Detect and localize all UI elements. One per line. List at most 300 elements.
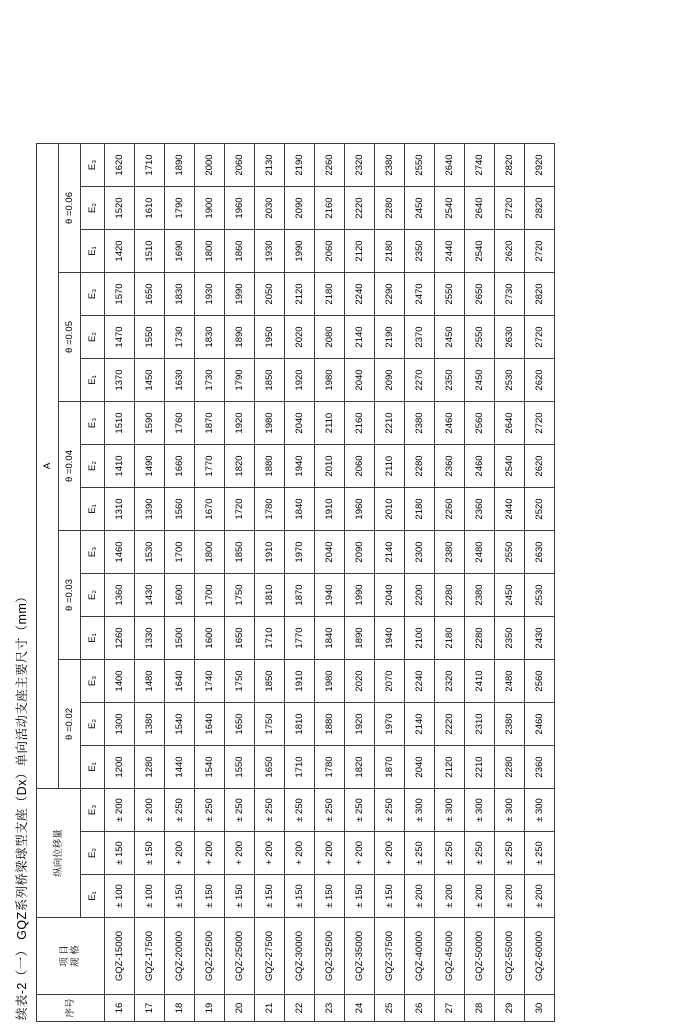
cell-t006-E2: 2220: [345, 187, 375, 230]
cell-t004-E3: 2210: [375, 402, 405, 445]
cell-t004-E2: 1410: [105, 445, 135, 488]
cell-t002-E3: 2480: [495, 660, 525, 703]
header-theta-0.02: θ =0.02: [59, 660, 81, 789]
cell-t005-E1: 1370: [105, 359, 135, 402]
cell-t002-E2: 1540: [165, 703, 195, 746]
cell-t006-E1: 2540: [465, 230, 495, 273]
cell-t006-E2: 2160: [315, 187, 345, 230]
cell-t006-E3: 2640: [435, 144, 465, 187]
cell-t005-E1: 1850: [255, 359, 285, 402]
cell-t003-E3: 1530: [135, 531, 165, 574]
row-spec: GQZ-50000: [465, 918, 495, 995]
row-index: 26: [405, 995, 435, 1022]
cell-disp-E3: ± 250: [225, 789, 255, 832]
cell-t003-E2: 1870: [285, 574, 315, 617]
cell-t006-E1: 2720: [525, 230, 555, 273]
cell-t005-E2: 2720: [525, 316, 555, 359]
cell-t002-E3: 1750: [225, 660, 255, 703]
cell-t002-E1: 2280: [495, 746, 525, 789]
cell-t002-E1: 1540: [195, 746, 225, 789]
row-spec: GQZ-22500: [195, 918, 225, 995]
cell-disp-E3: ± 200: [135, 789, 165, 832]
cell-t002-E2: 2220: [435, 703, 465, 746]
header-t006-E1: E₁: [81, 230, 105, 273]
cell-t006-E3: 2550: [405, 144, 435, 187]
cell-t005-E3: 1830: [165, 273, 195, 316]
cell-t006-E1: 1420: [105, 230, 135, 273]
cell-t005-E3: 1990: [225, 273, 255, 316]
table-row: [525, 144, 555, 1022]
cell-t006-E3: 1710: [135, 144, 165, 187]
header-index: 序号: [37, 995, 105, 1022]
cell-t005-E1: 2270: [405, 359, 435, 402]
cell-disp-E3: ± 300: [465, 789, 495, 832]
cell-t006-E3: 1890: [165, 144, 195, 187]
header-t005-E2: E₂: [81, 316, 105, 359]
cell-t003-E1: 1330: [135, 617, 165, 660]
cell-t006-E1: 2060: [315, 230, 345, 273]
cell-t004-E3: 2160: [345, 402, 375, 445]
cell-t005-E2: 1830: [195, 316, 225, 359]
cell-t006-E1: 1990: [285, 230, 315, 273]
cell-t003-E2: 2280: [435, 574, 465, 617]
cell-t005-E2: 1890: [225, 316, 255, 359]
cell-t005-E3: 2180: [315, 273, 345, 316]
cell-disp-E2: ± 250: [435, 832, 465, 875]
cell-t003-E3: 2550: [495, 531, 525, 574]
cell-t006-E2: 1790: [165, 187, 195, 230]
header-spec: [37, 918, 105, 995]
cell-t002-E1: 1200: [105, 746, 135, 789]
header-t002-E1: E₁: [81, 746, 105, 789]
cell-disp-E3: ± 300: [435, 789, 465, 832]
cell-t002-E2: 1640: [195, 703, 225, 746]
cell-t002-E2: 1880: [315, 703, 345, 746]
cell-t003-E3: 2040: [315, 531, 345, 574]
cell-t004-E3: 2720: [525, 402, 555, 445]
cell-disp-E1: ± 200: [495, 875, 525, 918]
cell-t004-E1: 2260: [435, 488, 465, 531]
cell-disp-E2: ± 150: [135, 832, 165, 875]
row-index: 20: [225, 995, 255, 1022]
row-index: 16: [105, 995, 135, 1022]
cell-t004-E2: 2460: [465, 445, 495, 488]
cell-t004-E2: 1490: [135, 445, 165, 488]
cell-t004-E3: 2380: [405, 402, 435, 445]
cell-t002-E3: 1400: [105, 660, 135, 703]
cell-t005-E1: 2450: [465, 359, 495, 402]
cell-t003-E2: 2040: [375, 574, 405, 617]
header-displacement-group: 纵向位移量: [37, 789, 81, 918]
cell-t003-E2: 1750: [225, 574, 255, 617]
cell-t002-E3: 1910: [285, 660, 315, 703]
header-t003-E1: E₁: [81, 617, 105, 660]
cell-t005-E3: 1570: [105, 273, 135, 316]
cell-disp-E2: + 200: [375, 832, 405, 875]
cell-t004-E1: 1670: [195, 488, 225, 531]
cell-t006-E2: 1900: [195, 187, 225, 230]
row-index: 22: [285, 995, 315, 1022]
row-index: 24: [345, 995, 375, 1022]
row-spec: GQZ-15000: [105, 918, 135, 995]
table-caption: 续表-2（一） GQZ系列桥梁球型支座（Dx）单向活动支座主要尺寸（mm）: [15, 589, 29, 1020]
cell-t002-E1: 2040: [405, 746, 435, 789]
cell-t002-E2: 1920: [345, 703, 375, 746]
cell-t002-E1: 1780: [315, 746, 345, 789]
cell-disp-E3: ± 250: [375, 789, 405, 832]
cell-t003-E2: 2380: [465, 574, 495, 617]
header-t004-E2: E₂: [81, 445, 105, 488]
cell-t003-E2: 2200: [405, 574, 435, 617]
cell-t002-E2: 2140: [405, 703, 435, 746]
header-t004-E1: E₁: [81, 488, 105, 531]
cell-t002-E1: 2120: [435, 746, 465, 789]
cell-disp-E1: ± 200: [435, 875, 465, 918]
cell-t003-E1: 2280: [465, 617, 495, 660]
cell-t002-E1: 1280: [135, 746, 165, 789]
cell-t004-E2: 2010: [315, 445, 345, 488]
cell-t004-E3: 2110: [315, 402, 345, 445]
cell-t005-E3: 1650: [135, 273, 165, 316]
header-theta-0.06: θ =0.06: [59, 144, 81, 273]
cell-t002-E3: 1480: [135, 660, 165, 703]
cell-t006-E1: 2350: [405, 230, 435, 273]
cell-t005-E2: 2630: [495, 316, 525, 359]
cell-t003-E1: 1260: [105, 617, 135, 660]
cell-t006-E1: 1690: [165, 230, 195, 273]
cell-t006-E3: 1620: [105, 144, 135, 187]
cell-t004-E1: 2010: [375, 488, 405, 531]
cell-t006-E3: 2060: [225, 144, 255, 187]
cell-t004-E2: 1820: [225, 445, 255, 488]
cell-t002-E3: 2320: [435, 660, 465, 703]
cell-t002-E2: 1750: [255, 703, 285, 746]
cell-disp-E1: ± 150: [345, 875, 375, 918]
cell-t006-E1: 1800: [195, 230, 225, 273]
cell-t004-E1: 2520: [525, 488, 555, 531]
row-spec: GQZ-35000: [345, 918, 375, 995]
cell-t003-E1: 2100: [405, 617, 435, 660]
cell-t004-E1: 1910: [315, 488, 345, 531]
cell-disp-E1: ± 150: [315, 875, 345, 918]
cell-t004-E1: 2440: [495, 488, 525, 531]
cell-t002-E3: 1980: [315, 660, 345, 703]
row-index: 27: [435, 995, 465, 1022]
cell-t004-E3: 2040: [285, 402, 315, 445]
cell-t002-E1: 1440: [165, 746, 195, 789]
cell-t003-E3: 1850: [225, 531, 255, 574]
cell-t003-E2: 2530: [525, 574, 555, 617]
cell-t005-E2: 2140: [345, 316, 375, 359]
cell-t002-E2: 2460: [525, 703, 555, 746]
cell-t006-E3: 2260: [315, 144, 345, 187]
row-index: 23: [315, 995, 345, 1022]
cell-t006-E1: 2620: [495, 230, 525, 273]
cell-disp-E1: ± 200: [465, 875, 495, 918]
cell-t003-E1: 2350: [495, 617, 525, 660]
row-spec: GQZ-55000: [495, 918, 525, 995]
cell-t006-E2: 2720: [495, 187, 525, 230]
cell-t002-E2: 1300: [105, 703, 135, 746]
cell-disp-E1: ± 150: [255, 875, 285, 918]
row-spec: GQZ-60000: [525, 918, 555, 995]
header-theta-0.04: θ =0.04: [59, 402, 81, 531]
cell-t003-E3: 1700: [165, 531, 195, 574]
cell-t006-E2: 2090: [285, 187, 315, 230]
table-row: [465, 144, 495, 1022]
cell-t003-E3: 1910: [255, 531, 285, 574]
header-A-group: A: [37, 144, 59, 789]
cell-t006-E3: 2320: [345, 144, 375, 187]
cell-disp-E2: + 200: [255, 832, 285, 875]
header-row-3: [81, 144, 105, 1022]
cell-t004-E3: 1870: [195, 402, 225, 445]
cell-t002-E2: 1970: [375, 703, 405, 746]
table-row: [315, 144, 345, 1022]
cell-t003-E1: 1650: [225, 617, 255, 660]
cell-t005-E3: 2550: [435, 273, 465, 316]
cell-disp-E2: ± 250: [465, 832, 495, 875]
cell-t005-E1: 1450: [135, 359, 165, 402]
header-t003-E3: E₃: [81, 531, 105, 574]
table-row: [195, 144, 225, 1022]
cell-t002-E1: 1550: [225, 746, 255, 789]
cell-t003-E3: 1800: [195, 531, 225, 574]
cell-t003-E3: 2480: [465, 531, 495, 574]
cell-t003-E3: 1970: [285, 531, 315, 574]
cell-t006-E3: 2000: [195, 144, 225, 187]
cell-t005-E2: 2020: [285, 316, 315, 359]
cell-t003-E2: 1810: [255, 574, 285, 617]
row-spec: GQZ-37500: [375, 918, 405, 995]
row-index: 30: [525, 995, 555, 1022]
cell-t004-E3: 1980: [255, 402, 285, 445]
cell-t002-E1: 2360: [525, 746, 555, 789]
cell-t005-E3: 2240: [345, 273, 375, 316]
table-row: [285, 144, 315, 1022]
cell-t002-E1: 1820: [345, 746, 375, 789]
cell-t005-E2: 1730: [165, 316, 195, 359]
cell-t005-E2: 1950: [255, 316, 285, 359]
cell-t006-E1: 1510: [135, 230, 165, 273]
cell-t003-E3: 2140: [375, 531, 405, 574]
row-index: 21: [255, 995, 285, 1022]
table-row: [375, 144, 405, 1022]
cell-t003-E2: 1940: [315, 574, 345, 617]
cell-t006-E2: 2640: [465, 187, 495, 230]
row-index: 25: [375, 995, 405, 1022]
cell-t006-E1: 1860: [225, 230, 255, 273]
cell-t005-E3: 2470: [405, 273, 435, 316]
table-head: [37, 144, 105, 1022]
cell-t002-E2: 1810: [285, 703, 315, 746]
cell-t004-E2: 2360: [435, 445, 465, 488]
cell-disp-E1: ± 150: [225, 875, 255, 918]
header-theta-0.03: θ =0.03: [59, 531, 81, 660]
table-row: [225, 144, 255, 1022]
cell-t004-E2: 1660: [165, 445, 195, 488]
cell-disp-E3: ± 200: [105, 789, 135, 832]
cell-disp-E1: ± 150: [165, 875, 195, 918]
cell-t005-E1: 2620: [525, 359, 555, 402]
cell-disp-E1: ± 100: [105, 875, 135, 918]
cell-t004-E1: 1960: [345, 488, 375, 531]
cell-t006-E1: 2440: [435, 230, 465, 273]
cell-t006-E2: 1520: [105, 187, 135, 230]
cell-t004-E3: 1590: [135, 402, 165, 445]
row-spec: GQZ-25000: [225, 918, 255, 995]
cell-t005-E1: 2350: [435, 359, 465, 402]
cell-t003-E1: 2430: [525, 617, 555, 660]
header-t006-E3: E₃: [81, 144, 105, 187]
cell-t004-E3: 1920: [225, 402, 255, 445]
dimensions-table: [36, 143, 555, 1022]
header-disp-E2: E₂: [81, 832, 105, 875]
cell-t003-E3: 2630: [525, 531, 555, 574]
header-row-1: [37, 144, 59, 1022]
cell-t003-E2: 1360: [105, 574, 135, 617]
cell-t005-E1: 1980: [315, 359, 345, 402]
cell-t002-E1: 1870: [375, 746, 405, 789]
cell-disp-E2: + 200: [315, 832, 345, 875]
cell-t003-E1: 1840: [315, 617, 345, 660]
table-body: [105, 144, 555, 1022]
table-row: [105, 144, 135, 1022]
cell-disp-E2: ± 250: [405, 832, 435, 875]
cell-t004-E1: 1560: [165, 488, 195, 531]
cell-t003-E2: 1430: [135, 574, 165, 617]
row-spec: GQZ-32500: [315, 918, 345, 995]
cell-t005-E3: 2730: [495, 273, 525, 316]
cell-t005-E1: 1790: [225, 359, 255, 402]
cell-t003-E3: 1460: [105, 531, 135, 574]
row-spec: GQZ-17500: [135, 918, 165, 995]
cell-disp-E2: + 200: [225, 832, 255, 875]
cell-t002-E3: 2020: [345, 660, 375, 703]
header-t006-E2: E₂: [81, 187, 105, 230]
cell-t005-E2: 2370: [405, 316, 435, 359]
cell-t003-E1: 1770: [285, 617, 315, 660]
cell-t002-E3: 2240: [405, 660, 435, 703]
cell-t002-E1: 2210: [465, 746, 495, 789]
header-disp-E3: E₃: [81, 789, 105, 832]
cell-disp-E2: + 200: [195, 832, 225, 875]
cell-disp-E1: ± 150: [285, 875, 315, 918]
cell-t004-E2: 1940: [285, 445, 315, 488]
cell-t005-E2: 1470: [105, 316, 135, 359]
row-index: 17: [135, 995, 165, 1022]
cell-t006-E2: 2540: [435, 187, 465, 230]
header-t002-E3: E₃: [81, 660, 105, 703]
row-index: 28: [465, 995, 495, 1022]
cell-t004-E1: 1720: [225, 488, 255, 531]
header-disp-E1: E₁: [81, 875, 105, 918]
cell-t002-E3: 1740: [195, 660, 225, 703]
cell-disp-E3: ± 250: [345, 789, 375, 832]
cell-disp-E3: ± 250: [165, 789, 195, 832]
table-row: [165, 144, 195, 1022]
cell-disp-E2: + 200: [285, 832, 315, 875]
cell-disp-E2: + 200: [165, 832, 195, 875]
cell-t003-E3: 2090: [345, 531, 375, 574]
cell-t003-E2: 1990: [345, 574, 375, 617]
header-t002-E2: E₂: [81, 703, 105, 746]
cell-t004-E1: 2360: [465, 488, 495, 531]
header-spec-line1: 项 目: [58, 945, 70, 967]
cell-t005-E1: 1730: [195, 359, 225, 402]
header-t003-E2: E₂: [81, 574, 105, 617]
cell-t002-E2: 2380: [495, 703, 525, 746]
cell-t005-E1: 1920: [285, 359, 315, 402]
cell-t006-E1: 1930: [255, 230, 285, 273]
cell-t003-E1: 1940: [375, 617, 405, 660]
cell-t004-E3: 1760: [165, 402, 195, 445]
cell-t003-E1: 2180: [435, 617, 465, 660]
cell-t002-E3: 2410: [465, 660, 495, 703]
row-spec: GQZ-27500: [255, 918, 285, 995]
cell-t005-E3: 1930: [195, 273, 225, 316]
cell-t006-E3: 2190: [285, 144, 315, 187]
cell-t003-E2: 2450: [495, 574, 525, 617]
cell-t006-E2: 2280: [375, 187, 405, 230]
cell-disp-E2: ± 250: [525, 832, 555, 875]
cell-t004-E2: 2620: [525, 445, 555, 488]
cell-t005-E2: 2450: [435, 316, 465, 359]
cell-t005-E1: 2090: [375, 359, 405, 402]
cell-disp-E3: ± 250: [315, 789, 345, 832]
cell-t004-E1: 1390: [135, 488, 165, 531]
cell-t005-E3: 2820: [525, 273, 555, 316]
table-row: [135, 144, 165, 1022]
cell-t002-E3: 1640: [165, 660, 195, 703]
row-index: 19: [195, 995, 225, 1022]
row-spec: GQZ-45000: [435, 918, 465, 995]
cell-disp-E3: ± 300: [405, 789, 435, 832]
table-row: [435, 144, 465, 1022]
cell-t002-E2: 1380: [135, 703, 165, 746]
cell-disp-E1: ± 150: [375, 875, 405, 918]
cell-t005-E3: 2290: [375, 273, 405, 316]
row-index: 29: [495, 995, 525, 1022]
cell-t005-E3: 2120: [285, 273, 315, 316]
row-index: 18: [165, 995, 195, 1022]
cell-t003-E1: 1600: [195, 617, 225, 660]
cell-t006-E2: 2820: [525, 187, 555, 230]
header-spec-line2: 规 格: [69, 945, 81, 967]
cell-t002-E2: 2310: [465, 703, 495, 746]
cell-t006-E3: 2130: [255, 144, 285, 187]
table-row: [255, 144, 285, 1022]
header-theta-0.05: θ =0.05: [59, 273, 81, 402]
header-t005-E1: E₁: [81, 359, 105, 402]
table-row: [495, 144, 525, 1022]
cell-t003-E1: 1710: [255, 617, 285, 660]
cell-t005-E1: 2530: [495, 359, 525, 402]
cell-t003-E2: 1700: [195, 574, 225, 617]
table-row: [405, 144, 435, 1022]
cell-t005-E1: 2040: [345, 359, 375, 402]
cell-disp-E1: ± 150: [195, 875, 225, 918]
cell-t006-E3: 2740: [465, 144, 495, 187]
cell-disp-E2: ± 250: [495, 832, 525, 875]
cell-t003-E1: 1890: [345, 617, 375, 660]
cell-t005-E1: 1630: [165, 359, 195, 402]
cell-t004-E2: 2060: [345, 445, 375, 488]
cell-disp-E3: ± 250: [285, 789, 315, 832]
cell-t004-E1: 1780: [255, 488, 285, 531]
cell-t005-E2: 2550: [465, 316, 495, 359]
cell-t002-E3: 1850: [255, 660, 285, 703]
